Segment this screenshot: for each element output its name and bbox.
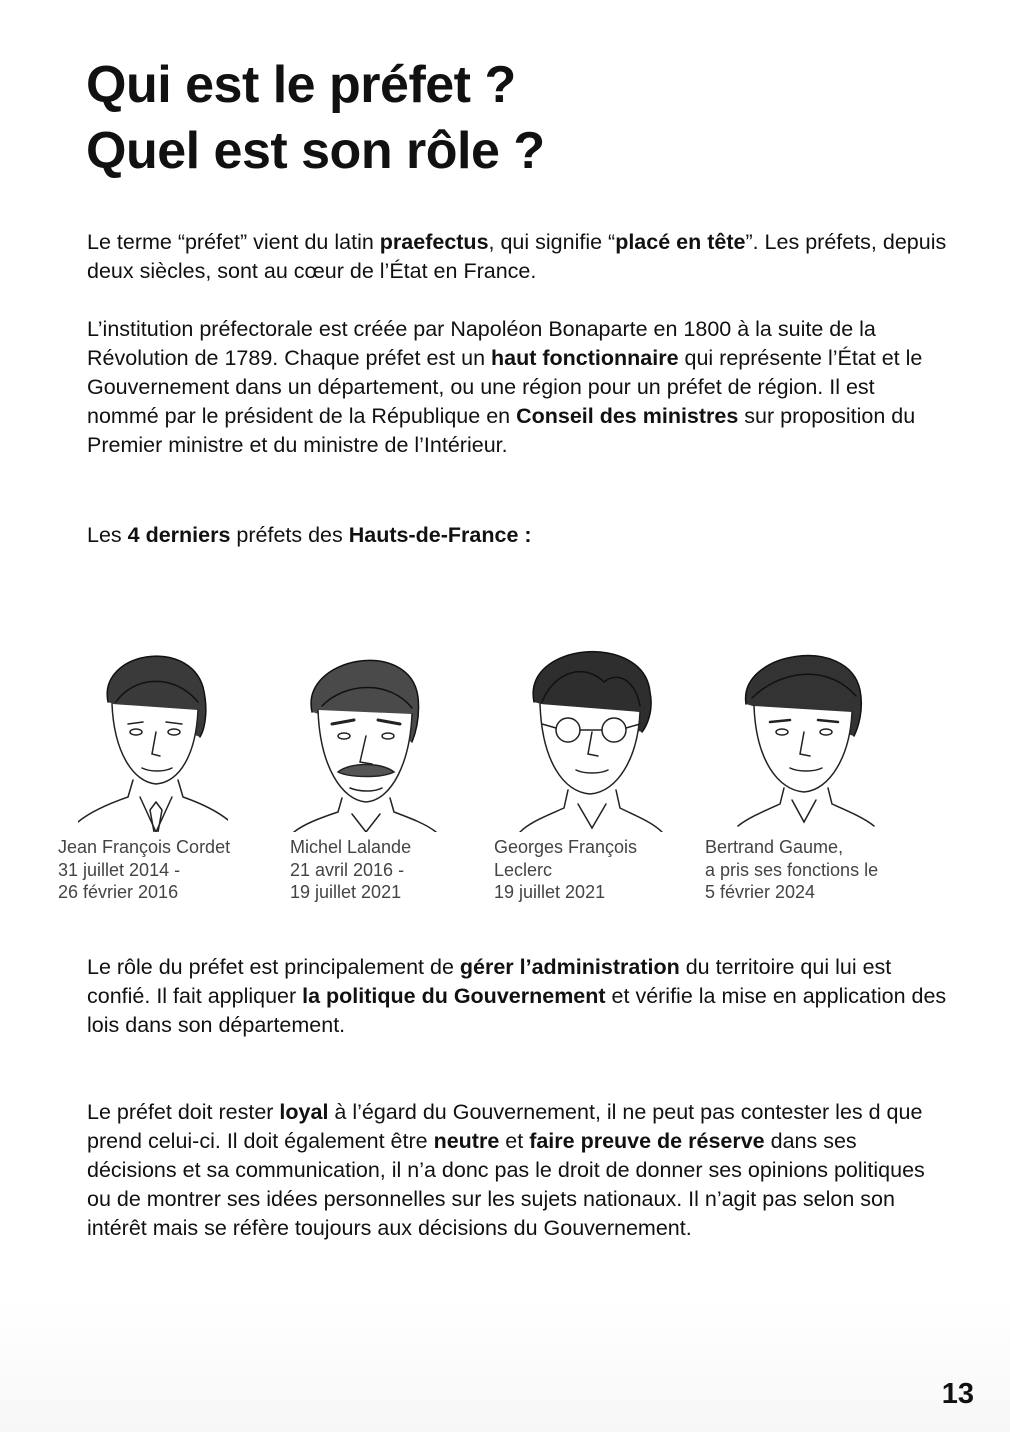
portrait-lalande-drawing <box>290 632 440 832</box>
portrait-leclerc-drawing <box>514 632 664 832</box>
title-line-1: Qui est le préfet ? <box>86 56 516 114</box>
bold-term: loyal <box>279 1100 329 1124</box>
bold-term: praefectus <box>379 230 489 254</box>
prefect-name: Jean François Cordet <box>58 837 231 857</box>
prefect-caption-3 <box>494 836 724 904</box>
text: Le préfet doit rester <box>87 1100 280 1124</box>
portrait-leclerc <box>514 632 664 832</box>
text: dans ses décisions et sa communication, il n’a donc pas le droit de donner ses opinions politiques ou de montrer ses idées personnelles sur les sujets nationaux. Il n’agit pas selon son intérêt mais se réfère toujours aux décisions du Gouvernement. <box>87 1129 925 1240</box>
bold-term: Hauts-de-France : <box>348 523 532 547</box>
portrait-cordet <box>78 632 228 832</box>
bold-term: la politique du Gouvernement <box>302 984 606 1008</box>
prefects-list-intro <box>87 521 947 550</box>
prefect-name: Leclerc <box>494 859 553 880</box>
page-title <box>86 52 545 184</box>
text: , qui signifie “ <box>488 230 616 254</box>
text: L’institution préfectorale est créée par Napoléon Bonaparte en 1800 à la suite de la Révolution de 1789. Chaque préfet est un <box>87 317 876 370</box>
bold-term: faire preuve de réserve <box>529 1129 765 1153</box>
prefect-caption-4 <box>705 836 935 904</box>
bold-term: haut fonctionnaire <box>491 346 679 370</box>
text: ”. Les préfets, depuis deux siècles, sont au cœur de l’État en France. <box>87 230 947 283</box>
prefect-name: Bertrand Gaume, <box>705 837 844 857</box>
institution-paragraph <box>87 315 947 460</box>
text: Les <box>87 523 128 547</box>
prefect-dates: 19 juillet 2021 <box>290 882 402 902</box>
prefect-dates: 5 février 2024 <box>705 882 816 902</box>
prefect-name: Georges François <box>494 837 638 857</box>
intro-paragraph <box>87 228 947 286</box>
bold-term: gérer l’administration <box>459 955 680 979</box>
text: et vérifie la mise en application des lois dans son département. <box>87 984 947 1037</box>
text: à l’égard du Gouvernement, il ne peut pas contester les d que prend celui-ci. Il doit également être <box>87 1100 923 1153</box>
text: sur proposition du Premier ministre et du ministre de l’Intérieur. <box>87 404 916 457</box>
bold-term: neutre <box>433 1129 500 1153</box>
portrait-lalande <box>290 632 440 832</box>
text: et <box>499 1129 530 1153</box>
footer-shade <box>0 1300 1010 1432</box>
bold-term: placé en tête <box>615 230 746 254</box>
prefect-caption-1 <box>58 836 288 904</box>
text: qui représente l’État et le Gouvernement dans un département, ou une région pour un préfet de région. Il est nommé par le président de la République en <box>87 346 923 428</box>
prefect-dates: 21 avril 2016 - <box>290 859 405 880</box>
prefect-dates: a pris ses fonctions le <box>705 859 879 880</box>
role-paragraph <box>87 953 947 1040</box>
prefect-dates: 19 juillet 2021 <box>494 882 606 902</box>
title-line-2: Quel est son rôle ? <box>86 122 545 180</box>
text: du territoire qui lui est confié. Il fait appliquer <box>87 955 892 1008</box>
portrait-cordet-drawing <box>78 632 228 832</box>
text: préfets des <box>230 523 349 547</box>
text: Le rôle du préfet est principalement de <box>87 955 460 979</box>
bold-term: Conseil des ministres <box>516 404 739 428</box>
prefect-dates: 26 février 2016 <box>58 882 179 902</box>
page-number: 13 <box>941 1378 974 1410</box>
prefect-dates: 31 juillet 2014 - <box>58 859 181 880</box>
prefects-gallery <box>0 620 1010 920</box>
prefect-caption-2 <box>290 836 520 904</box>
bold-term: 4 derniers <box>127 523 231 547</box>
loyalty-paragraph <box>87 1098 947 1243</box>
prefect-name: Michel Lalande <box>290 837 412 857</box>
text: Le terme “préfet” vient du latin <box>87 230 380 254</box>
portrait-gaume <box>728 632 878 832</box>
portrait-gaume-drawing <box>728 632 878 832</box>
